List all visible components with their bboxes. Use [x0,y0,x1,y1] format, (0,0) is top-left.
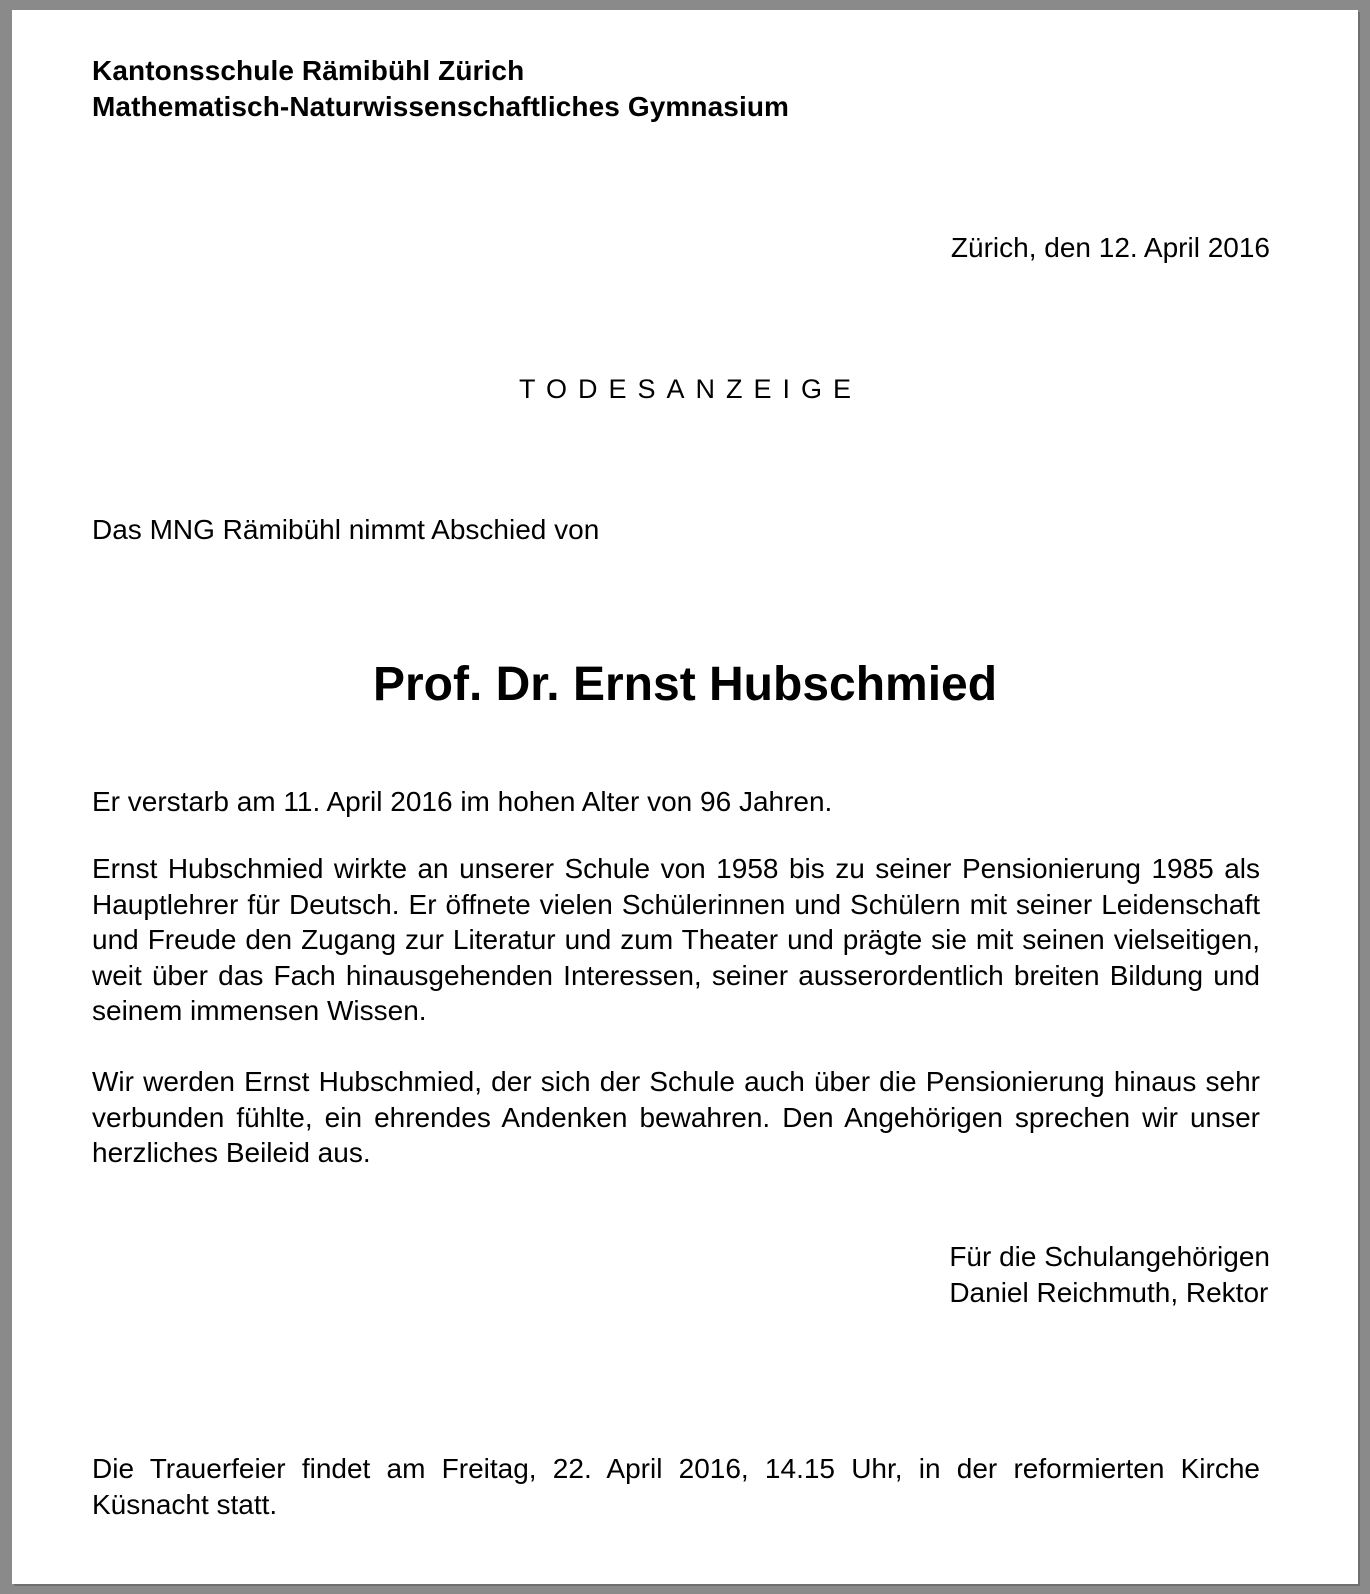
intro-text: Das MNG Rämibühl nimmt Abschied von [92,514,600,545]
signature-line-2: Daniel Reichmuth, Rektor [949,1276,1269,1308]
condolence-paragraph: Wir werden Ernst Hubschmied, der sich der Schule auch über die Pensionierung hinaus sehr verbunden fühlte, ein ehrendes Andenken bewahren. Den Angehörigen sprechen wir unser herzliches Beileid aus. [92,1066,1260,1168]
notice-title: TODESANZEIGE [518,374,863,404]
signature-line-1: Für die Schulangehörigen [949,1241,1270,1272]
death-paragraph: Er verstarb am 11. April 2016 im hohen Alter von 96 Jahren. [92,786,833,817]
tribute-paragraph: Ernst Hubschmied wirkte an unserer Schule von 1958 bis zu seiner Pensionierung 1985 als Hauptlehrer für Deutsch. Er öffnete vielen Schülerinnen und Schülern mit seiner Leidenschaft und Freude den Zugang zur Literatur und zum Theater und prägte sie mit seinen vielseitigen, weit über das Fach hinausgehenden Interessen, seiner ausserordentlich breiten Bildung und seinem immensen Wissen. [92,853,1260,1026]
document-page [12,10,1358,1584]
school-type: Mathematisch-Naturwissenschaftliches Gymnasium [92,91,790,122]
signature-block [949,1239,1270,1310]
deceased-name: Prof. Dr. Ernst Hubschmied [372,658,998,711]
school-name: Kantonsschule Rämibühl Zürich [92,55,525,86]
funeral-notice: Die Trauerfeier findet am Freitag, 22. April 2016, 14.15 Uhr, in der reformierten Kirche Küsnacht statt. [92,1453,1260,1520]
date-line: Zürich, den 12. April 2016 [950,232,1270,263]
